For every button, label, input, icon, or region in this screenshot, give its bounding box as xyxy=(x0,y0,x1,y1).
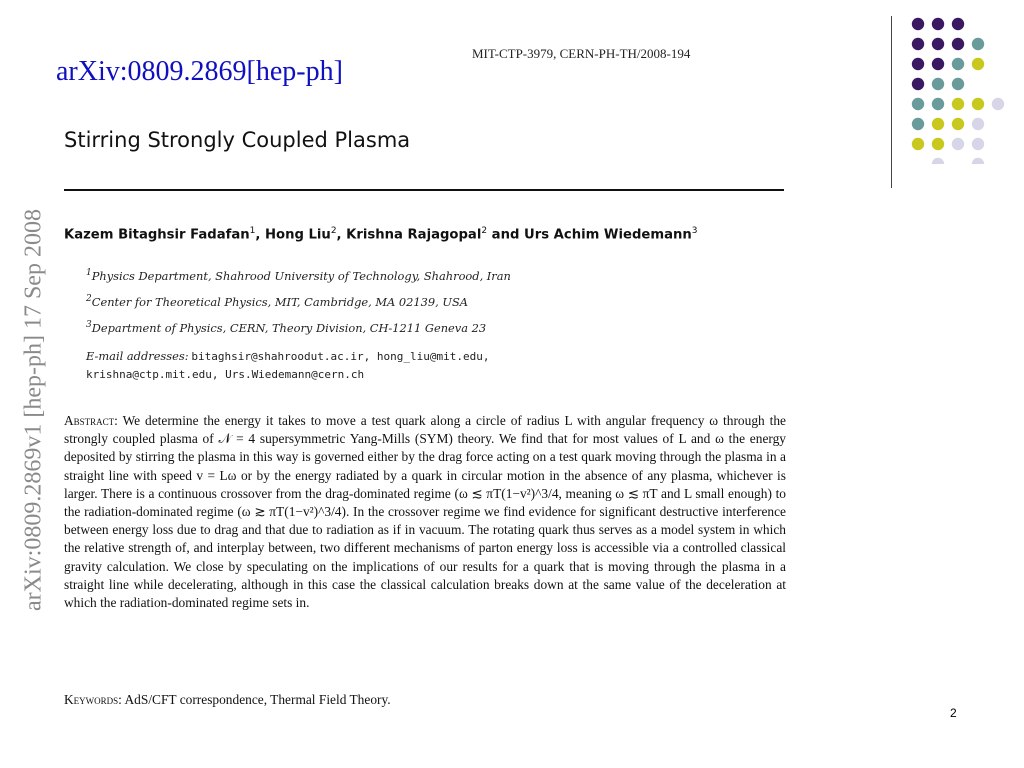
author-affiliation-mark: 1 xyxy=(249,226,256,236)
logo-dot xyxy=(992,98,1004,110)
logo-dot xyxy=(972,118,984,130)
logo-dot xyxy=(932,98,944,110)
affiliation-text: Physics Department, Shahrood University of Technology, Shahrood, Iran xyxy=(91,268,511,283)
title-rule xyxy=(64,189,784,191)
logo-dot xyxy=(952,138,964,150)
author-name: Krishna Rajagopal xyxy=(346,227,482,243)
logo-dot xyxy=(952,118,964,130)
logo-dot xyxy=(912,18,924,30)
affiliation-2 xyxy=(86,294,468,309)
affiliation-mark: 3 xyxy=(86,320,92,330)
author-separator: , xyxy=(255,227,265,243)
logo-dot xyxy=(932,158,944,164)
dot-grid-logo xyxy=(908,14,1008,164)
logo-dot xyxy=(912,98,924,110)
author-list xyxy=(64,226,697,242)
author-name: Kazem Bitaghsir Fadafan xyxy=(64,227,250,243)
affiliation-mark: 1 xyxy=(86,268,92,278)
author-affiliation-mark: 2 xyxy=(330,226,337,236)
abstract-label: Abstract: xyxy=(64,413,118,428)
keywords xyxy=(64,692,391,708)
logo-dot xyxy=(972,158,984,164)
logo-dot xyxy=(952,58,964,70)
abstract-text: We determine the energy it takes to move a test quark along a circle of radius L with angular frequency ω through the strongly coupled plasma of 𝒩 = 4 supersymmetric Yang-Mills (SYM) theory. We find that for most values of L and ω the energy deposited by stirring the plasma in this way is governed either by the drag force acting on a test quark moving through the plasma in a straight line with speed v = Lω or by the energy radiated by a quark in circular motion in the absence of any plasma, whichever is larger. There is a continuous crossover from the drag-dominated regime (ω ≲ πT(1−v²)^3/4, meaning ω ≲ πT and L small enough) to the radiation-dominated regime (ω ≳ πT(1−v²)^3/4). In the crossover regime we find evidence for significant destructive interference between energy loss due to drag and that due to radiation as if in vacuum. The rotating quark thus serves as a model system in which the relative strength of, and interplay between, two different mechanisms of parton energy loss is accessible via a controlled classical gravity calculation. We close by speculating on the implications of our results for a quark that is moving through the plasma in a straight line while decelerating, although in this case the classical calculation breaks down at the same value of the deceleration at which the radiation-dominated regime sets in. xyxy=(64,413,786,611)
author-affiliation-mark: 2 xyxy=(481,226,488,236)
author-name: Urs Achim Wiedemann xyxy=(524,227,692,243)
logo-dot xyxy=(972,58,984,70)
author-name: Hong Liu xyxy=(264,227,331,243)
logo-dot xyxy=(912,58,924,70)
logo-dot xyxy=(912,38,924,50)
email-addresses xyxy=(86,348,489,384)
affiliation-3 xyxy=(86,320,486,335)
email-line-2: krishna@ctp.mit.edu, Urs.Wiedemann@cern.ch xyxy=(86,368,365,381)
author-affiliation-mark: 3 xyxy=(691,226,698,236)
paper-title: Stirring Strongly Coupled Plasma xyxy=(64,128,411,152)
keywords-text: AdS/CFT correspondence, Thermal Field Theory. xyxy=(124,692,391,707)
logo-dot xyxy=(932,138,944,150)
email-label: E-mail addresses: xyxy=(86,349,189,363)
logo-dot xyxy=(972,138,984,150)
logo-dot xyxy=(932,78,944,90)
logo-dot xyxy=(972,98,984,110)
page-number: 2 xyxy=(950,706,957,720)
email-line-1: bitaghsir@shahroodut.ac.ir, hong_liu@mit.edu, xyxy=(191,350,490,363)
logo-dot xyxy=(912,118,924,130)
logo-dot xyxy=(932,118,944,130)
logo-dot xyxy=(932,58,944,70)
abstract xyxy=(64,412,786,612)
slide-title: arXiv:0809.2869[hep-ph] xyxy=(56,56,343,87)
logo-dot xyxy=(972,38,984,50)
logo-dot xyxy=(952,18,964,30)
logo-dot xyxy=(952,98,964,110)
keywords-label: Keywords: xyxy=(64,692,122,707)
affiliation-mark: 2 xyxy=(86,294,92,304)
author-separator: , xyxy=(336,227,347,243)
logo-dot xyxy=(932,38,944,50)
affiliation-1 xyxy=(86,268,511,283)
author-separator: and xyxy=(487,227,525,243)
logo-dot xyxy=(952,38,964,50)
affiliation-text: Center for Theoretical Physics, MIT, Cambridge, MA 02139, USA xyxy=(91,294,469,309)
logo-dot xyxy=(912,138,924,150)
vertical-divider xyxy=(891,16,892,188)
arxiv-stamp-text: arXiv:0809.2869v1 [hep-ph] 17 Sep 2008 xyxy=(20,209,47,611)
logo-dot xyxy=(932,18,944,30)
logo-dot xyxy=(952,78,964,90)
logo-dot xyxy=(912,78,924,90)
affiliation-text: Department of Physics, CERN, Theory Division, CH-1211 Geneva 23 xyxy=(91,320,487,335)
report-number: MIT-CTP-3979, CERN-PH-TH/2008-194 xyxy=(472,46,691,61)
